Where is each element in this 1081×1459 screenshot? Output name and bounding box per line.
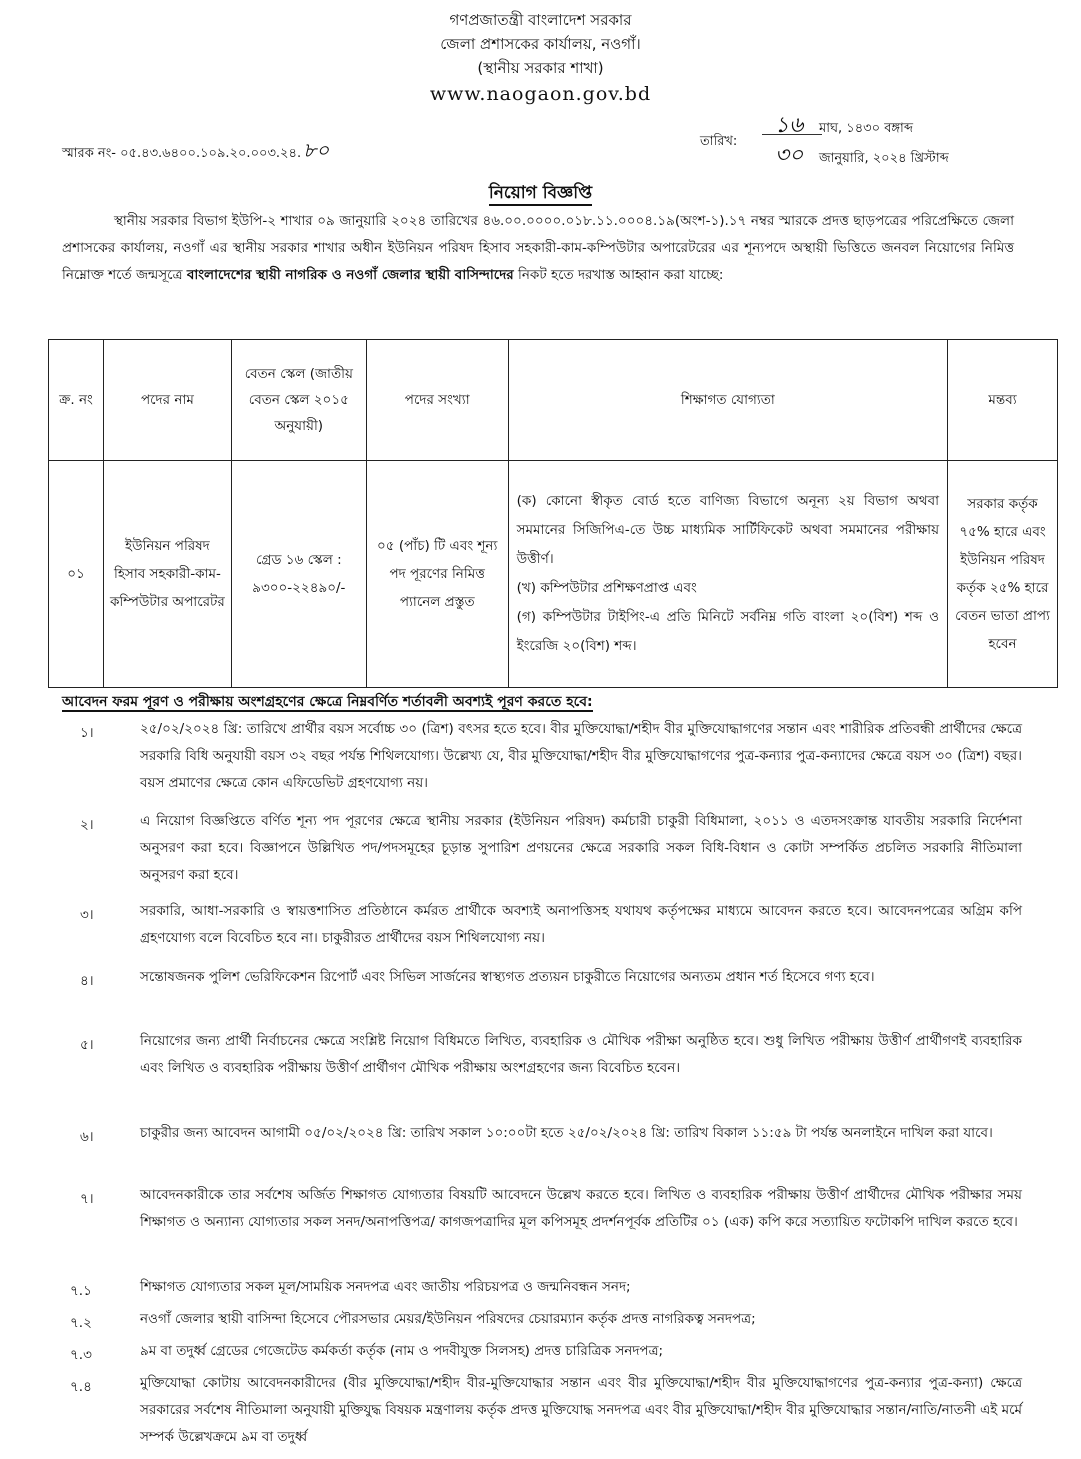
memo-number — [62, 136, 329, 169]
govt-name: গণপ্রজাতন্ত্রী বাংলাদেশ সরকার — [449, 11, 632, 29]
qualification-a: (ক) কোনো স্বীকৃত বোর্ড হতে বাণিজ্য বিভাগে অনূন্য ২য় বিভাগ অথবা সমমানের সিজিপিএ-তে উচ্চ মাধ্যমিক সার্টিফিকেট অথবা সমমানের পরীক্ষায় উত্তীর্ণ। — [516, 493, 940, 567]
qualification-b: (খ) কম্পিউটার প্রশিক্ষণপ্রাপ্ত এবং — [516, 580, 697, 596]
condition-number: ৭.৪ — [70, 1379, 92, 1395]
condition-text: নিয়োগের জন্য প্রার্থী নির্বাচনের ক্ষেত্রে সংশ্লিষ্ট নিয়োগ বিধিমতে লিখিত, ব্যবহারিক ও মৌখিক পরীক্ষা অনুষ্ঠিত হবে। শুধু লিখিত পরীক্ষায় উত্তীর্ণ প্রার্থীগণই ব্যবহারিক এবং লিখিত ও ব্যবহারিক পরীক্ষায় উত্তীর্ণ প্রার্থীগণ মৌখিক পরীক্ষায় অংশগ্রহণের জন্য বিবেচিত হবেন। — [140, 1033, 1022, 1076]
condition-number: ৬। — [80, 1129, 94, 1145]
condition-number: ২। — [80, 817, 94, 833]
date-label: তারিখ: — [700, 134, 738, 149]
cell-count: ০৫ (পাঁচ) টি এবং শূন্য পদ পূরণের নিমিত্ত প্যানেল প্রস্তুত — [366, 461, 508, 688]
intro-text: স্থানীয় সরকার বিভাগ ইউপি-২ শাখার ০৯ জানুয়ারি ২০২৪ তারিখের ৪৬.০০.০০০০.০১৮.১১.০০০৪.১৯(অংশ-১).১৭ নম্বর স্মারকে প্রদত্ত ছাড়পত্রের পরিপ্রেক্ষিতে জেলা প্রশাসকের কার্যালয়, নওগাঁ এর স্থানীয় সরকার শাখার অধীন ইউনিয়ন পরিষদ হিসাব সহকারী-কাম-কম্পিউটার অপারেটরের এর শূন্যপদে অস্থায়ী ভিত্তিতে জনবল নিয়োগের নিমিত্ত নিম্নোক্ত শর্তে জন্মসূত্রে — [62, 213, 1014, 283]
condition-text: মুক্তিযোদ্ধা কোটায় আবেদনকারীদের (বীর মুক্তিযোদ্ধা/শহীদ বীর-মুক্তিযোদ্ধার সন্তান এবং বীর মুক্তিযোদ্ধা/শহীদ বীর মুক্তিযোদ্ধাগণের পুত্র-কন্যার পুত্র-কন্যা) ক্ষেত্রে সরকারের সর্বশেষ নীতিমালা অনুযায়ী মুক্তিযুদ্ধ বিষয়ক মন্ত্রণালয় কর্তৃক প্রদত্ত মুক্তিযোদ্ধ সনদপত্র এবং বীর মুক্তিযোদ্ধা/শহীদ বীর মুক্তিযোদ্ধার সন্তান/নাতি/নাতনী এই মর্মে সম্পর্ক উল্লেখক্রমে ৯ম বা তদুর্ধ্ব — [140, 1375, 1022, 1445]
condition-number: ৭.৩ — [70, 1347, 92, 1363]
intro-tail: নিকট হতে দরখাস্ত আহ্বান করা যাচ্ছে: — [513, 267, 724, 283]
memo-number-label: স্মারক নং- ০৫.৪৩.৬৪০০.১০৯.২০.০০৩.২৪. — [62, 146, 302, 161]
notice-title — [0, 180, 1081, 208]
intro-paragraph — [62, 208, 1014, 289]
condition-text: সন্তোষজনক পুলিশ ভেরিফিকেশন রিপোর্ট এবং সিভিল সার্জনের স্বাস্থ্যগত প্রত্যয়ন চাকুরীতে নিয়োগের অন্যতম প্রধান শর্ত হিসেবে গণ্য হবে। — [140, 969, 875, 985]
condition-text: ৯ম বা তদুর্ধ্ব গ্রেডের গেজেটেড কর্মকর্তা কর্তৃক (নাম ও পদবীযুক্ত সিলসহ) প্রদত্ত চারিত্রিক সনদপত্র; — [140, 1343, 664, 1359]
condition-number: ৭। — [80, 1191, 94, 1207]
condition-text: শিক্ষাগত যোগ্যতার সকল মূল/সাময়িক সনদপত্র এবং জাতীয় পরিচয়পত্র ও জন্মনিবন্ধন সনদ; — [140, 1279, 631, 1295]
intro-bold: বাংলাদেশের স্থায়ী নাগরিক ও নওগাঁ জেলার স্থায়ী বাসিন্দাদের — [186, 267, 514, 283]
condition-text: সরকারি, আধা-সরকারি ও স্বায়ত্তশাসিত প্রতিষ্ঠানে কর্মরত প্রার্থীকে অবশ্যই অনাপত্তিসহ যথাযথ কর্তৃপক্ষের মাধ্যমে আবেদন করতে হবে। আবেদনপত্রের অগ্রিম কপি গ্রহণযোগ্য বলে বিবেচিত হবে না। চাকুরীরত প্রার্থীদের বয়স শিথিলযোগ্য নয়। — [140, 903, 1022, 946]
date-divider — [762, 134, 822, 135]
memo-number-handwritten: ৮০ — [303, 138, 330, 162]
header-post: পদের নাম — [103, 340, 231, 461]
letterhead — [0, 8, 1081, 108]
condition-text: চাকুরীর জন্য আবেদন আগামী ০৫/০২/২০২৪ খ্রি: তারিখ সকাল ১০:০০টা হতে ২৫/০২/২০২৪ খ্রি: তারিখ বিকাল ১১:৫৯ টা পর্যন্ত অনলাইনে দাখিল করা যাবে। — [140, 1125, 993, 1141]
header-qualification: শিক্ষাগত যোগ্যতা — [508, 340, 947, 461]
condition-text: ২৫/০২/২০২৪ খ্রি: তারিখে প্রার্থীর বয়স সর্বোচ্চ ৩০ (ত্রিশ) বৎসর হতে হবে। বীর মুক্তিযোদ্ধা/শহীদ বীর মুক্তিযোদ্ধাগণের সন্তান এবং শারীরিক প্রতিবন্ধী প্রার্থীদের ক্ষেত্রে সরকারি বিধি অনুযায়ী বয়স ৩২ বছর পর্যন্ত শিথিলযোগ্য। উল্লেখ্য যে, বীর মুক্তিযোদ্ধা/শহীদ বীর মুক্তিযোদ্ধাগণের পুত্র-কন্যার পুত্র-কন্যাদের ক্ষেত্রে বয়স ৩০ (ত্রিশ) বছর। বয়স প্রমাণের ক্ষেত্রে কোন এফিডেভিট গ্রহণযোগ্য নয়। — [140, 721, 1022, 791]
condition-text: আবেদনকারীকে তার সর্বশেষ অর্জিত শিক্ষাগত যোগ্যতার বিষয়টি আবেদনে উল্লেখ করতে হবে। লিখিত ও ব্যবহারিক পরীক্ষায় উত্তীর্ণ প্রার্থীদের মৌখিক পরীক্ষার সময় শিক্ষাগত ও অন্যান্য যোগ্যতার সকল সনদ/অনাপত্তিপত্র/ কাগজপত্রাদির মূল কপিসমূহ প্রদর্শনপূর্বক প্রতিটির ০১ (এক) কপি করে সত্যায়িত ফটোকপি দাখিল করতে হবে। — [140, 1187, 1022, 1230]
condition-text: এ নিয়োগ বিজ্ঞপ্তিতে বর্ণিত শূন্য পদ পূরণের ক্ষেত্রে স্থানীয় সরকার (ইউনিয়ন পরিষদ) কর্মচারী চাকুরী বিধিমালা, ২০১১ ও এতদসংক্রান্ত যাবতীয় সরকারি নির্দেশনা অনুসরণ করা হবে। বিজ্ঞাপনে উল্লিখিত পদ/পদসমূহের চূড়ান্ত সুপারিশ প্রণয়নের ক্ষেত্রে সরকারি সকল বিধি-বিধান ও কোটা সম্পর্কিত প্রচলিত সরকারি নীতিমালা অনুসরণ করা হবে। — [140, 813, 1022, 883]
condition-text: নওগাঁ জেলার স্থায়ী বাসিন্দা হিসেবে পৌরসভার মেয়র/ইউনিয়ন পরিষদের চেয়ারম্যান কর্তৃক প্রদত্ত নাগরিকত্ব সনদপত্র; — [140, 1311, 756, 1327]
cell-scale: গ্রেড ১৬ স্কেল : ৯৩০০-২২৪৯০/- — [231, 461, 366, 688]
header-remarks: মন্তব্য — [948, 340, 1058, 461]
condition-number: ৪। — [80, 973, 94, 989]
date-english-day: ৩০ — [774, 143, 804, 168]
cell-serial: ০১ — [49, 461, 104, 688]
website-link[interactable]: www.naogaon.gov.bd — [429, 83, 652, 105]
header-count: পদের সংখ্যা — [366, 340, 508, 461]
date-english — [765, 138, 949, 175]
condition-number: ৭.১ — [70, 1283, 92, 1299]
cell-remarks: সরকার কর্তৃক ৭৫% হারে এবং ইউনিয়ন পরিষদ কর্তৃক ২৫% হারে বেতন ভাতা প্রাপ্য হবেন — [948, 461, 1058, 688]
date-bangla-rest: মাঘ, ১৪৩০ বঙ্গাব্দ — [819, 121, 913, 136]
office-name: জেলা প্রশাসকের কার্যালয়, নওগাঁ। — [440, 35, 641, 53]
cell-qualification — [508, 461, 947, 688]
qualification-c: (গ) কম্পিউটার টাইপিং-এ প্রতি মিনিটে সর্বনিম্ন গতি বাংলা ২০(বিশ) শব্দ ও ইংরেজি ২০(বিশ) শব্দ। — [516, 609, 940, 654]
table-row — [49, 461, 1058, 688]
date-english-rest: জানুয়ারি, ২০২৪ খ্রিস্টাব্দ — [819, 151, 949, 166]
conditions-heading-text: আবেদন ফরম পূরণ ও পরীক্ষায় অংশগ্রহণের ক্ষেত্রে নিম্নবর্ণিত শর্তাবলী অবশ্যই পূরণ করতে হবে: — [62, 694, 593, 710]
table-header-row — [49, 340, 1058, 461]
condition-number: ৭.২ — [70, 1315, 92, 1331]
condition-number: ১। — [80, 725, 94, 741]
cell-post: ইউনিয়ন পরিষদ হিসাব সহকারী-কাম-কম্পিউটার অপারেটর — [103, 461, 231, 688]
header-scale: বেতন স্কেল (জাতীয় বেতন স্কেল ২০১৫ অনুযায়ী) — [231, 340, 366, 461]
date-bangla-day: ১৬ — [774, 113, 804, 138]
condition-number: ৫। — [80, 1037, 94, 1053]
vacancy-table — [48, 339, 1058, 688]
header-serial: ক্র. নং — [49, 340, 104, 461]
condition-number: ৩। — [80, 907, 94, 923]
notice-title-text: নিয়োগ বিজ্ঞপ্তি — [489, 183, 592, 206]
branch-name: (স্থানীয় সরকার শাখা) — [477, 59, 604, 77]
conditions-heading — [62, 690, 593, 714]
